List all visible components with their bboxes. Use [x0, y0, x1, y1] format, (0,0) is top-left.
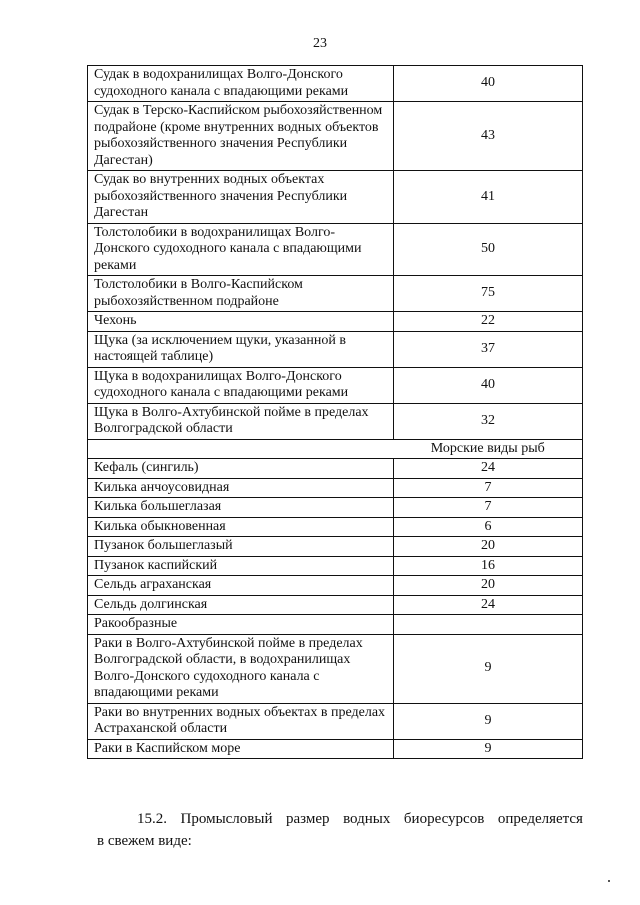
species-name: Килька обыкновенная: [88, 517, 394, 537]
size-value: 20: [394, 576, 583, 596]
table-row: [88, 312, 583, 332]
table-row: [88, 498, 583, 518]
species-name: Щука в Волго-Ахтубинской пойме в пределах Волгоградской области: [88, 403, 394, 439]
size-value: 6: [394, 517, 583, 537]
species-name: Пузанок каспийский: [88, 556, 394, 576]
page-number: 23: [313, 36, 327, 51]
table-row: [88, 595, 583, 615]
size-value: 7: [394, 498, 583, 518]
size-value: 75: [394, 276, 583, 312]
species-name: Раки в Волго-Ахтубинской пойме в пределах Волгоградской области, в водохранилищах Волго-Донского судоходного канала с впадающими реками: [88, 634, 394, 703]
table-body: [88, 66, 583, 759]
size-value: 50: [394, 223, 583, 276]
table-row: [88, 615, 583, 635]
table-row: [88, 223, 583, 276]
table-row: [88, 66, 583, 102]
size-value: 40: [394, 367, 583, 403]
size-value: 37: [394, 331, 583, 367]
paragraph-first-line: [97, 808, 583, 830]
species-name: Раки в Каспийском море: [88, 739, 394, 759]
size-value: 9: [394, 739, 583, 759]
species-name: Ракообразные: [88, 615, 394, 635]
table-row: [88, 478, 583, 498]
table-row: [88, 102, 583, 171]
table-section-row: [88, 439, 583, 459]
species-name: Судак в Терско-Каспийском рыбохозяйственном подрайоне (кроме внутренних водных объектов рыбохозяйственного значения Республики Дагестан): [88, 102, 394, 171]
species-name: Килька большеглазая: [88, 498, 394, 518]
size-value: 41: [394, 171, 583, 224]
table-row: [88, 634, 583, 703]
species-name: Сельдь долгинская: [88, 595, 394, 615]
table-row: [88, 556, 583, 576]
table-row: [88, 276, 583, 312]
paragraph-word: биоресурсов: [403, 811, 485, 827]
species-name: Толстолобики в водохранилищах Волго-Донского судоходного канала с впадающими реками: [88, 223, 394, 276]
species-name: Судак в водохранилищах Волго-Донского судоходного канала с впадающими реками: [88, 66, 394, 102]
table-row: [88, 171, 583, 224]
species-name: Пузанок большеглазый: [88, 537, 394, 557]
size-value: 40: [394, 66, 583, 102]
size-value: 20: [394, 537, 583, 557]
table-row: [88, 403, 583, 439]
species-name: Чехонь: [88, 312, 394, 332]
paragraph-word: определяется: [497, 811, 583, 827]
paragraph-word: 15.2.: [137, 811, 167, 827]
species-name: Судак во внутренних водных объектах рыбохозяйственного значения Республики Дагестан: [88, 171, 394, 224]
scan-speck: [608, 880, 610, 882]
species-name: Кефаль (сингиль): [88, 459, 394, 479]
size-value: [394, 615, 583, 635]
size-value: 9: [394, 634, 583, 703]
species-name: Сельдь аграханская: [88, 576, 394, 596]
table-row: [88, 459, 583, 479]
paragraph-word: размер: [286, 811, 330, 827]
species-name: Толстолобики в Волго-Каспийском рыбохозяйственном подрайоне: [88, 276, 394, 312]
section-title: Морские виды рыб: [394, 439, 583, 459]
size-value: 7: [394, 478, 583, 498]
size-value: 16: [394, 556, 583, 576]
paragraph-second-line: в свежем виде:: [97, 833, 192, 849]
species-name: Раки во внутренних водных объектах в пределах Астраханской области: [88, 703, 394, 739]
table-row: [88, 537, 583, 557]
size-value: 9: [394, 703, 583, 739]
species-name: Килька анчоусовидная: [88, 478, 394, 498]
table-row: [88, 331, 583, 367]
paragraph-word: Промысловый: [180, 811, 273, 827]
size-value: 43: [394, 102, 583, 171]
table-row: [88, 367, 583, 403]
table-row: [88, 703, 583, 739]
section-empty-cell: [88, 439, 394, 459]
species-size-table: [87, 65, 583, 759]
size-value: 22: [394, 312, 583, 332]
table-row: [88, 739, 583, 759]
species-name: Щука в водохранилищах Волго-Донского судоходного канала с впадающими реками: [88, 367, 394, 403]
size-value: 24: [394, 459, 583, 479]
size-value: 24: [394, 595, 583, 615]
paragraph-15-2: [97, 808, 583, 852]
table-row: [88, 576, 583, 596]
paragraph-word: водных: [343, 811, 391, 827]
table-row: [88, 517, 583, 537]
species-name: Щука (за исключением щуки, указанной в настоящей таблице): [88, 331, 394, 367]
size-value: 32: [394, 403, 583, 439]
